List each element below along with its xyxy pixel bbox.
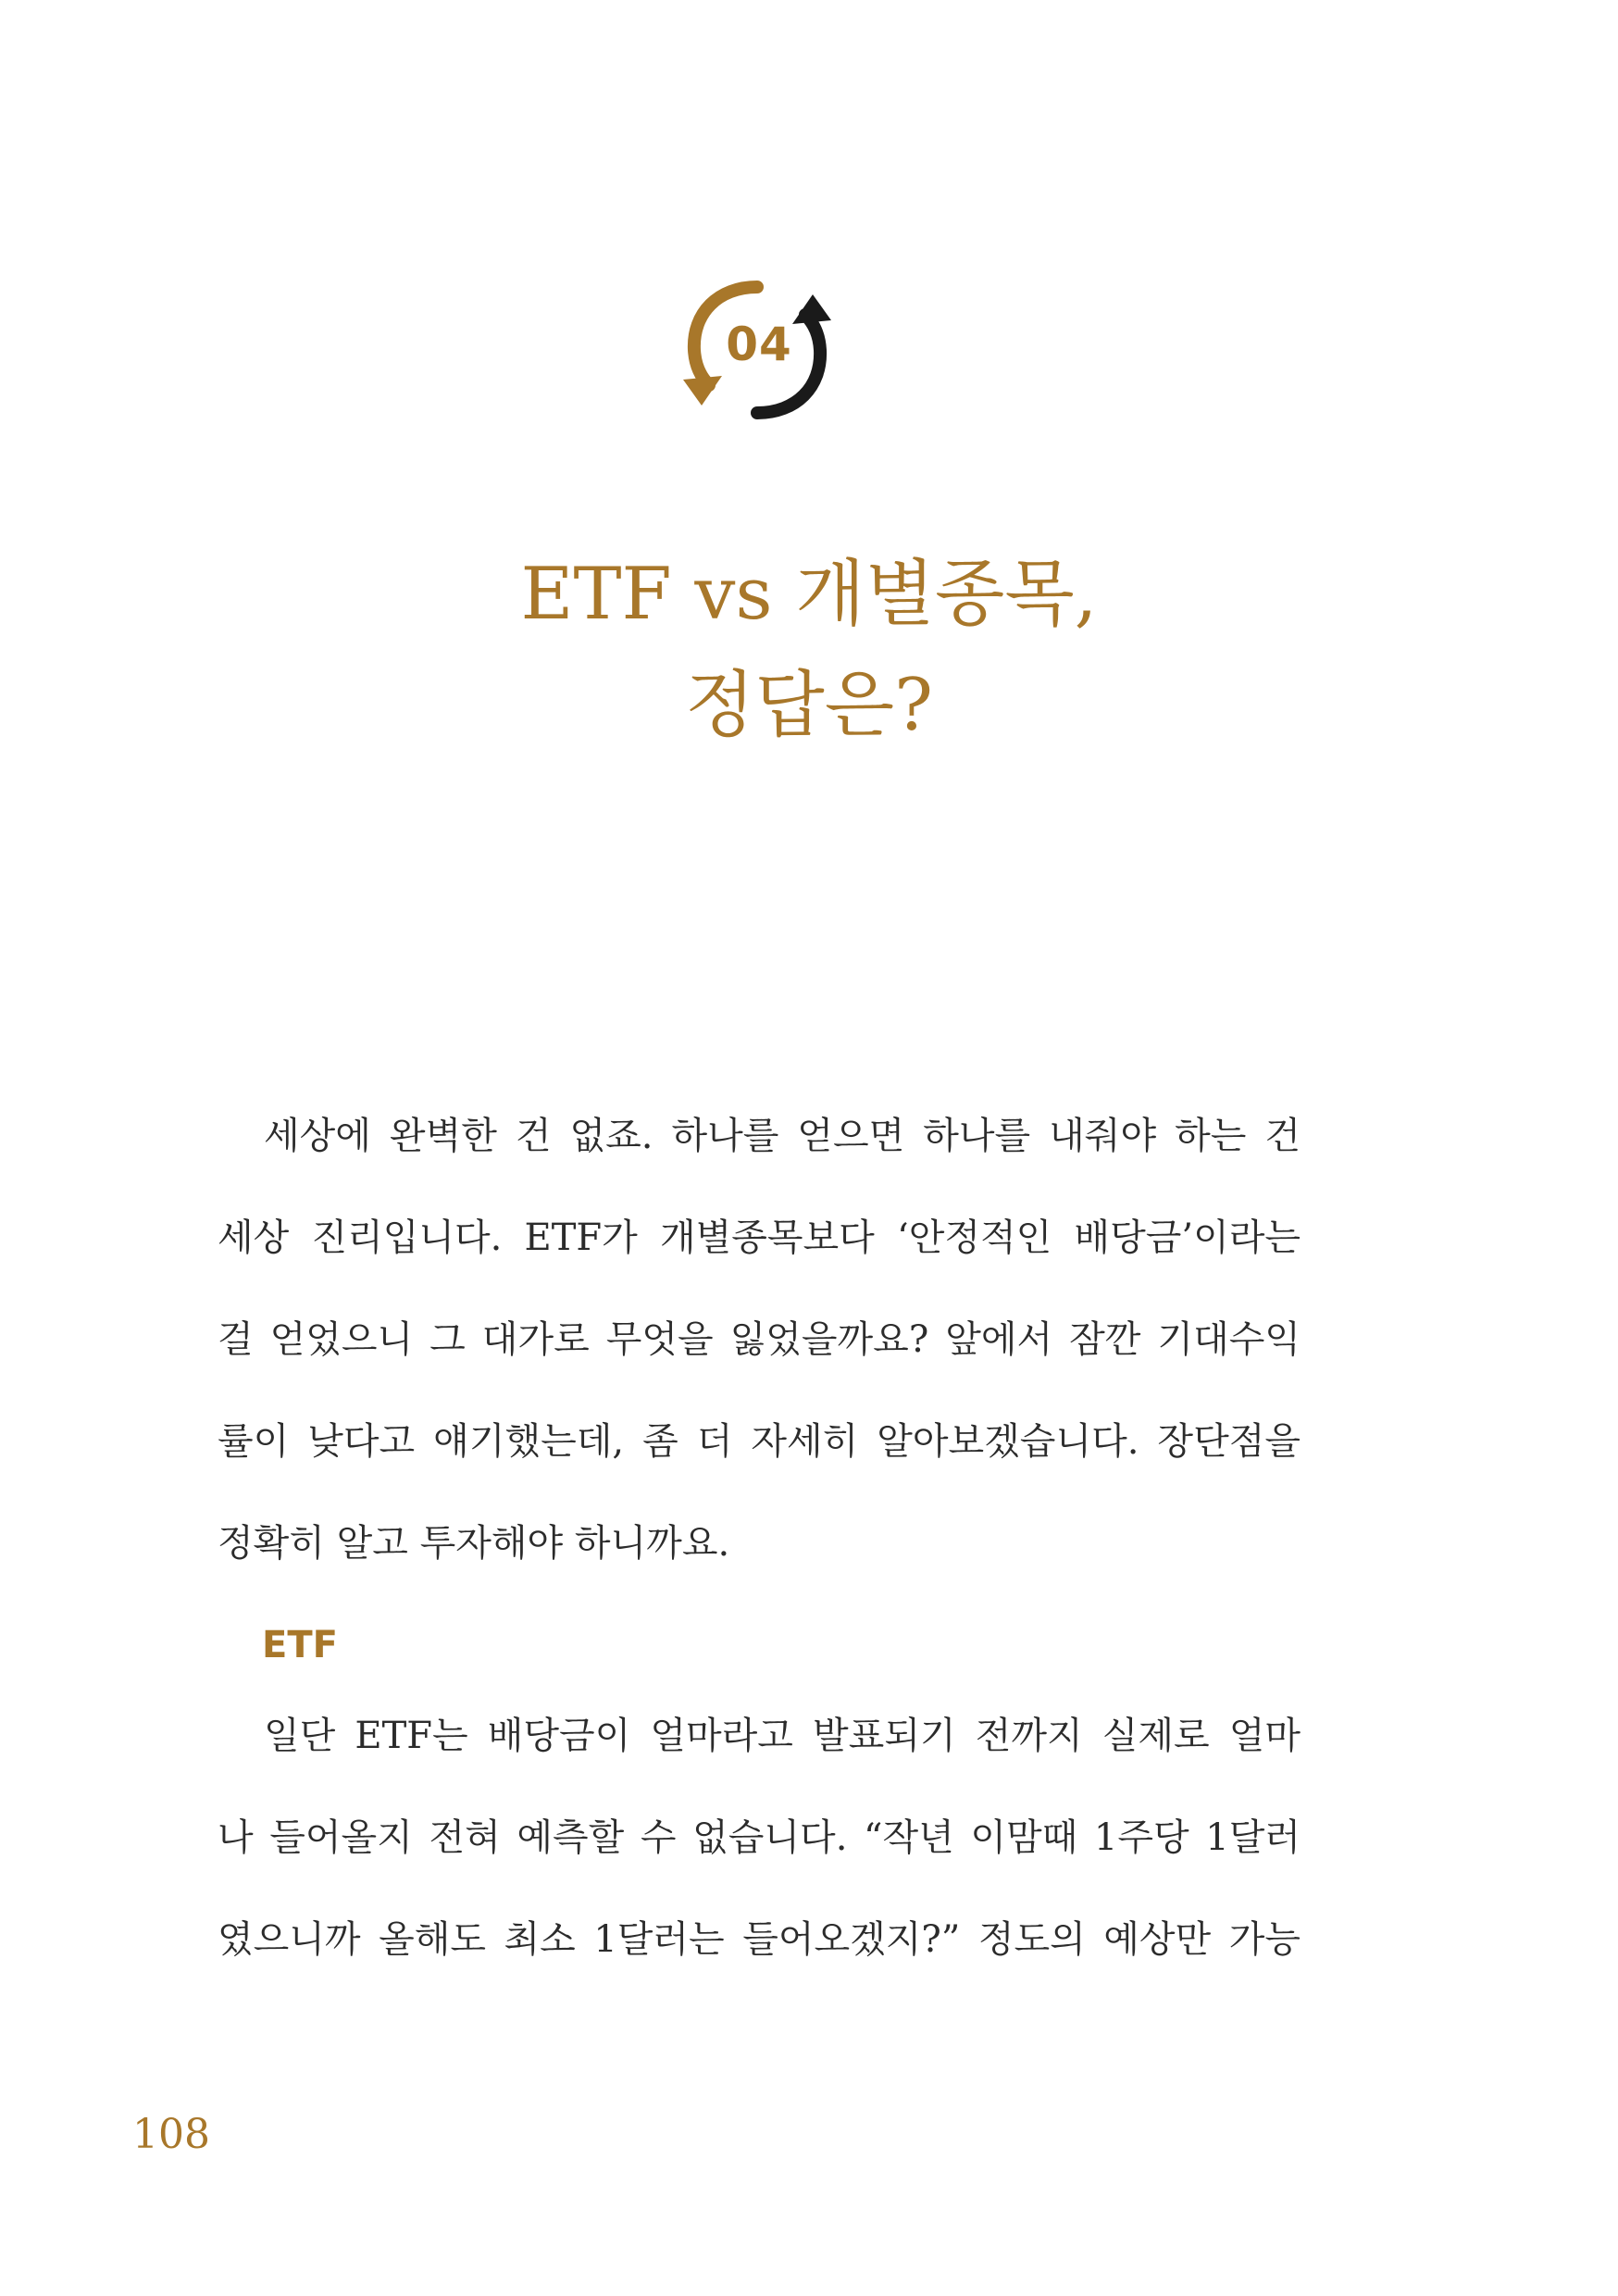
text-line: 정확히 알고 투자해야 하니까요. [218, 1522, 730, 1565]
text-line: 나 들어올지 전혀 예측할 수 없습니다. “작년 이맘때 1주당 1달러 [218, 1816, 1301, 1859]
text-line: 일단 ETF는 배당금이 얼마라고 발표되기 전까지 실제로 얼마 [264, 1715, 1301, 1757]
section-heading: ETF [262, 1624, 338, 1666]
black-arrowhead [792, 294, 831, 324]
intro-paragraph [218, 1085, 1301, 1594]
text-line: 였으니까 올해도 최소 1달러는 들어오겠지?” 정도의 예상만 가능 [218, 1918, 1301, 1961]
gold-arrowhead [683, 376, 722, 406]
title-line-1: ETF vs 개별종목, [520, 553, 1098, 636]
text-line: 세상에 완벽한 건 없죠. 하나를 얻으면 하나를 내줘야 하는 건 [264, 1115, 1301, 1157]
section-paragraph [218, 1685, 1301, 1990]
title-line-2: 정답은? [685, 664, 933, 747]
chapter-badge [665, 276, 850, 424]
text-line: 세상 진리입니다. ETF가 개별종목보다 ‘안정적인 배당금’이라는 [218, 1217, 1301, 1259]
page-number: 108 [132, 2111, 210, 2158]
chapter-number: 04 [726, 318, 792, 371]
text-line: 걸 얻었으니 그 대가로 무엇을 잃었을까요? 앞에서 잠깐 기대수익 [218, 1318, 1301, 1361]
text-line: 률이 낮다고 얘기했는데, 좀 더 자세히 알아보겠습니다. 장단점을 [218, 1420, 1301, 1463]
page-title [0, 539, 1618, 761]
